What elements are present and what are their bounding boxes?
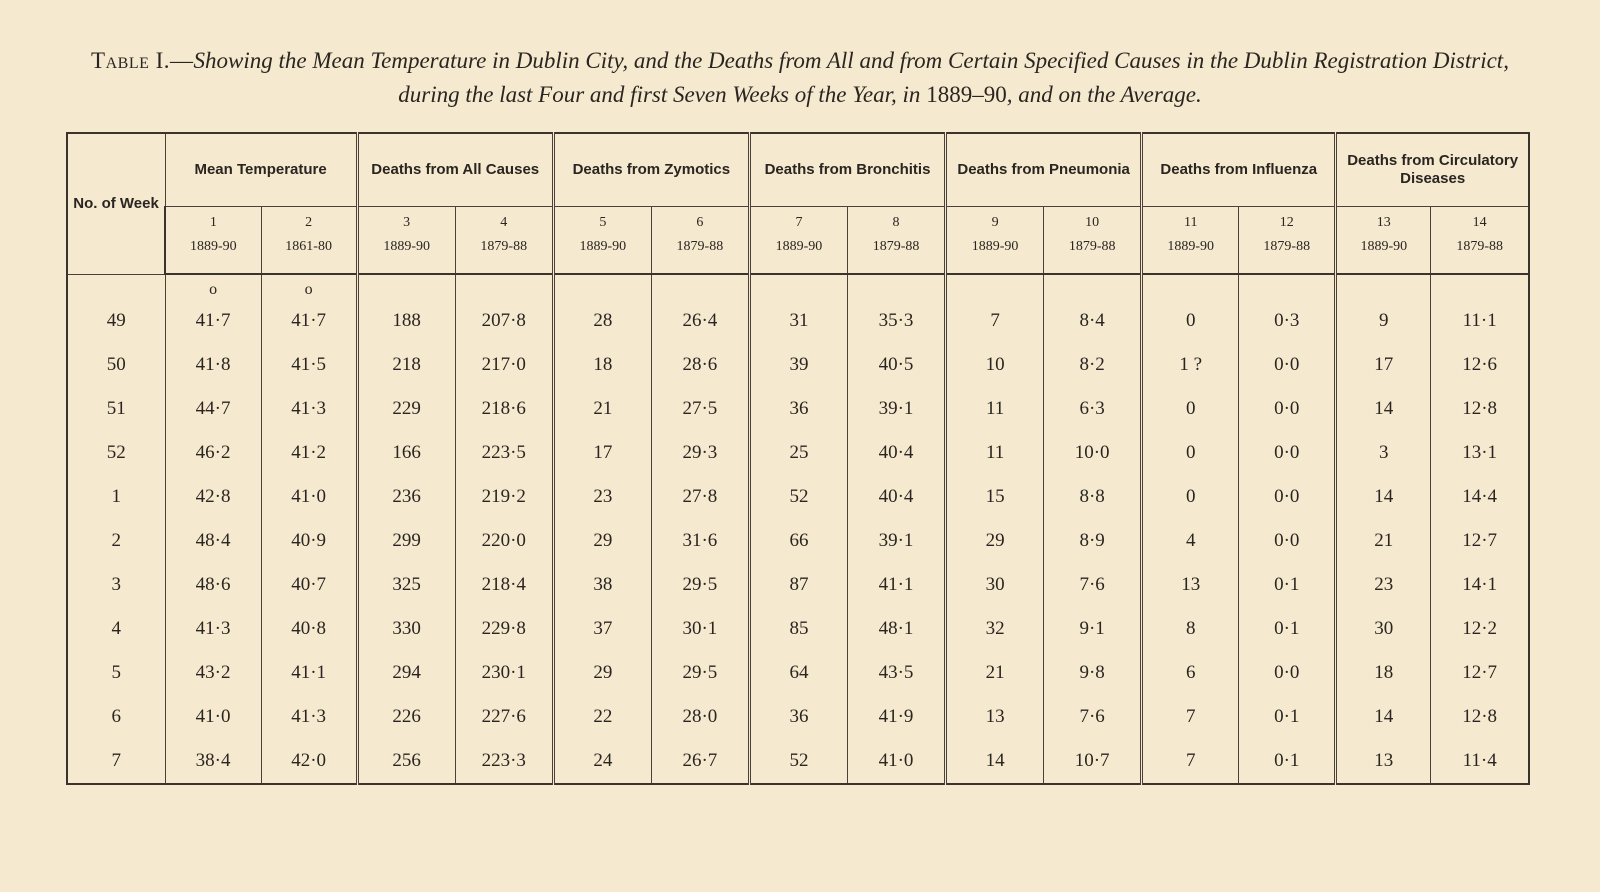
value-cell: 21 [1336,519,1431,563]
value-cell: 0 [1142,299,1239,343]
value-cell: 227·6 [455,695,553,739]
value-cell: 7·6 [1044,695,1142,739]
value-cell: 31 [749,299,847,343]
week-cell: 3 [67,563,165,607]
value-cell: 48·6 [165,563,261,607]
value-cell: 9·8 [1044,651,1142,695]
spacer-cell [1044,274,1142,299]
value-cell: 14 [946,739,1044,784]
value-cell: 12·2 [1431,607,1529,651]
value-cell: 40·4 [847,431,945,475]
header-mean-temperature: Mean Temperature [165,133,357,207]
value-cell: 17 [553,431,651,475]
spacer-cell [553,274,651,299]
caption-body: Showing the Mean Temperature in Dublin City, and the Deaths from All and from Certain Specified Causes in the Dublin Registration District, during the last Four and first Seven Weeks of the Year, in [193,48,1509,107]
value-cell: 41·3 [261,695,357,739]
value-cell: 40·7 [261,563,357,607]
week-cell: 5 [67,651,165,695]
value-cell: 223·3 [455,739,553,784]
value-cell: 30 [1336,607,1431,651]
value-cell: 13 [946,695,1044,739]
col-number-7: 7 [749,207,847,240]
value-cell: 10·0 [1044,431,1142,475]
value-cell: 36 [749,387,847,431]
value-cell: 36 [749,695,847,739]
value-cell: 14 [1336,695,1431,739]
value-cell: 28·0 [651,695,749,739]
value-cell: 18 [1336,651,1431,695]
week-cell: 6 [67,695,165,739]
col-number-13: 13 [1336,207,1431,240]
spacer-cell [357,274,455,299]
value-cell: 0 [1142,387,1239,431]
value-cell: 17 [1336,343,1431,387]
value-cell: 29·5 [651,563,749,607]
week-cell: 1 [67,475,165,519]
value-cell: 330 [357,607,455,651]
value-cell: 41·9 [847,695,945,739]
week-cell: 51 [67,387,165,431]
value-cell: 46·2 [165,431,261,475]
col-period-9: 1889-90 [946,239,1044,274]
value-cell: 26·7 [651,739,749,784]
value-cell: 14 [1336,387,1431,431]
value-cell: 11 [946,387,1044,431]
value-cell: 7·6 [1044,563,1142,607]
col-number-9: 9 [946,207,1044,240]
table-row [67,475,1529,519]
value-cell: 52 [749,739,847,784]
value-cell: 0·0 [1239,387,1336,431]
week-cell: 49 [67,299,165,343]
value-cell: 188 [357,299,455,343]
value-cell: 229 [357,387,455,431]
col-number-14: 14 [1431,207,1529,240]
value-cell: 0·0 [1239,343,1336,387]
value-cell: 41·7 [261,299,357,343]
value-cell: 26·4 [651,299,749,343]
col-period-12: 1879-88 [1239,239,1336,274]
col-number-4: 4 [455,207,553,240]
spacer-cell [1142,274,1239,299]
col-period-2: 1861-80 [261,239,357,274]
value-cell: 41·7 [165,299,261,343]
value-cell: 11·4 [1431,739,1529,784]
value-cell: 30 [946,563,1044,607]
value-cell: 52 [749,475,847,519]
value-cell: 23 [1336,563,1431,607]
value-cell: 236 [357,475,455,519]
value-cell: 35·3 [847,299,945,343]
value-cell: 41·8 [165,343,261,387]
value-cell: 207·8 [455,299,553,343]
value-cell: 42·0 [261,739,357,784]
value-cell: 0·3 [1239,299,1336,343]
header-bronchitis: Deaths from Bronchitis [749,133,945,207]
value-cell: 0·1 [1239,739,1336,784]
value-cell: 0·0 [1239,431,1336,475]
col-period-4: 1879-88 [455,239,553,274]
value-cell: 40·8 [261,607,357,651]
value-cell: 40·9 [261,519,357,563]
value-cell: 23 [553,475,651,519]
value-cell: 0·1 [1239,607,1336,651]
value-cell: 7 [1142,695,1239,739]
value-cell: 40·4 [847,475,945,519]
value-cell: 38·4 [165,739,261,784]
value-cell: 41·3 [261,387,357,431]
table-row [67,695,1529,739]
value-cell: 39·1 [847,387,945,431]
value-cell: 12·6 [1431,343,1529,387]
value-cell: 27·5 [651,387,749,431]
value-cell: 29·5 [651,651,749,695]
caption-lead: Table I.— [91,48,194,73]
header-circulatory: Deaths from Circulatory Diseases [1336,133,1529,207]
value-cell: 218 [357,343,455,387]
week-cell: 52 [67,431,165,475]
value-cell: 21 [553,387,651,431]
value-cell: 13·1 [1431,431,1529,475]
col-number-3: 3 [357,207,455,240]
value-cell: 41·5 [261,343,357,387]
week-cell: 4 [67,607,165,651]
col-number-6: 6 [651,207,749,240]
value-cell: 43·5 [847,651,945,695]
value-cell: 8·8 [1044,475,1142,519]
value-cell: 27·8 [651,475,749,519]
spacer-cell [1239,274,1336,299]
table-caption [60,44,1540,112]
value-cell: 8 [1142,607,1239,651]
table-row [67,651,1529,695]
col-period-10: 1879-88 [1044,239,1142,274]
value-cell: 223·5 [455,431,553,475]
value-cell: 9 [1336,299,1431,343]
value-cell: 41·0 [261,475,357,519]
value-cell: 41·1 [847,563,945,607]
value-cell: 29 [553,519,651,563]
value-cell: 14·4 [1431,475,1529,519]
week-cell: 2 [67,519,165,563]
col-number-2: 2 [261,207,357,240]
value-cell: 39 [749,343,847,387]
value-cell: 38 [553,563,651,607]
header-all-causes: Deaths from All Causes [357,133,553,207]
value-cell: 42·8 [165,475,261,519]
col-period-13: 1889-90 [1336,239,1431,274]
value-cell: 21 [946,651,1044,695]
value-cell: 7 [946,299,1044,343]
week-cell: 7 [67,739,165,784]
value-cell: 41·2 [261,431,357,475]
value-cell: 294 [357,651,455,695]
value-cell: 166 [357,431,455,475]
value-cell: 41·1 [261,651,357,695]
spacer-cell [749,274,847,299]
value-cell: 13 [1142,563,1239,607]
value-cell: 220·0 [455,519,553,563]
value-cell: 39·1 [847,519,945,563]
value-cell: 40·5 [847,343,945,387]
value-cell: 325 [357,563,455,607]
value-cell: 230·1 [455,651,553,695]
col-period-7: 1889-90 [749,239,847,274]
spacer-cell [1336,274,1431,299]
value-cell: 18 [553,343,651,387]
col-period-3: 1889-90 [357,239,455,274]
caption-year: 1889–90 [926,82,1007,107]
col-number-1: 1 [165,207,261,240]
value-cell: 0 [1142,431,1239,475]
spacer-cell [67,274,165,299]
degree-mark: o [165,274,261,299]
value-cell: 32 [946,607,1044,651]
value-cell: 28 [553,299,651,343]
value-cell: 3 [1336,431,1431,475]
value-cell: 66 [749,519,847,563]
col-period-1: 1889-90 [165,239,261,274]
col-period-8: 1879-88 [847,239,945,274]
value-cell: 8·4 [1044,299,1142,343]
value-cell: 0·1 [1239,563,1336,607]
value-cell: 6·3 [1044,387,1142,431]
value-cell: 0·0 [1239,475,1336,519]
header-zymotics: Deaths from Zymotics [553,133,749,207]
data-table [66,132,1530,785]
value-cell: 12·7 [1431,519,1529,563]
value-cell: 24 [553,739,651,784]
value-cell: 217·0 [455,343,553,387]
value-cell: 218·6 [455,387,553,431]
value-cell: 30·1 [651,607,749,651]
value-cell: 87 [749,563,847,607]
value-cell: 256 [357,739,455,784]
value-cell: 9·1 [1044,607,1142,651]
spacer-cell [651,274,749,299]
col-period-11: 1889-90 [1142,239,1239,274]
value-cell: 0·1 [1239,695,1336,739]
col-number-5: 5 [553,207,651,240]
col-number-11: 11 [1142,207,1239,240]
value-cell: 6 [1142,651,1239,695]
table-row [67,387,1529,431]
table-row [67,607,1529,651]
col-number-12: 12 [1239,207,1336,240]
spacer-cell [946,274,1044,299]
header-influenza: Deaths from Influenza [1142,133,1336,207]
table-row [67,563,1529,607]
value-cell: 15 [946,475,1044,519]
value-cell: 48·4 [165,519,261,563]
value-cell: 29 [553,651,651,695]
value-cell: 7 [1142,739,1239,784]
value-cell: 44·7 [165,387,261,431]
value-cell: 226 [357,695,455,739]
degree-mark: o [261,274,357,299]
value-cell: 12·7 [1431,651,1529,695]
value-cell: 218·4 [455,563,553,607]
spacer-cell [455,274,553,299]
value-cell: 10·7 [1044,739,1142,784]
table-row [67,519,1529,563]
value-cell: 299 [357,519,455,563]
header-week: No. of Week [67,133,165,274]
value-cell: 43·2 [165,651,261,695]
value-cell: 11·1 [1431,299,1529,343]
col-number-10: 10 [1044,207,1142,240]
value-cell: 37 [553,607,651,651]
value-cell: 25 [749,431,847,475]
col-period-14: 1879-88 [1431,239,1529,274]
value-cell: 29 [946,519,1044,563]
table-row [67,739,1529,784]
value-cell: 0·0 [1239,519,1336,563]
col-period-6: 1879-88 [651,239,749,274]
value-cell: 22 [553,695,651,739]
week-cell: 50 [67,343,165,387]
value-cell: 41·3 [165,607,261,651]
col-period-5: 1889-90 [553,239,651,274]
value-cell: 28·6 [651,343,749,387]
value-cell: 48·1 [847,607,945,651]
value-cell: 12·8 [1431,695,1529,739]
value-cell: 1 ? [1142,343,1239,387]
value-cell: 64 [749,651,847,695]
spacer-cell [847,274,945,299]
table-row [67,299,1529,343]
spacer-cell [1431,274,1529,299]
value-cell: 8·9 [1044,519,1142,563]
value-cell: 0·0 [1239,651,1336,695]
value-cell: 85 [749,607,847,651]
value-cell: 229·8 [455,607,553,651]
table-row [67,343,1529,387]
header-pneumonia: Deaths from Pneumonia [946,133,1142,207]
value-cell: 14·1 [1431,563,1529,607]
col-number-8: 8 [847,207,945,240]
value-cell: 41·0 [165,695,261,739]
table-row [67,431,1529,475]
value-cell: 13 [1336,739,1431,784]
value-cell: 14 [1336,475,1431,519]
value-cell: 0 [1142,475,1239,519]
value-cell: 31·6 [651,519,749,563]
value-cell: 29·3 [651,431,749,475]
value-cell: 4 [1142,519,1239,563]
value-cell: 8·2 [1044,343,1142,387]
value-cell: 10 [946,343,1044,387]
value-cell: 219·2 [455,475,553,519]
value-cell: 11 [946,431,1044,475]
caption-tail: , and on the Average. [1006,82,1202,107]
value-cell: 41·0 [847,739,945,784]
value-cell: 12·8 [1431,387,1529,431]
